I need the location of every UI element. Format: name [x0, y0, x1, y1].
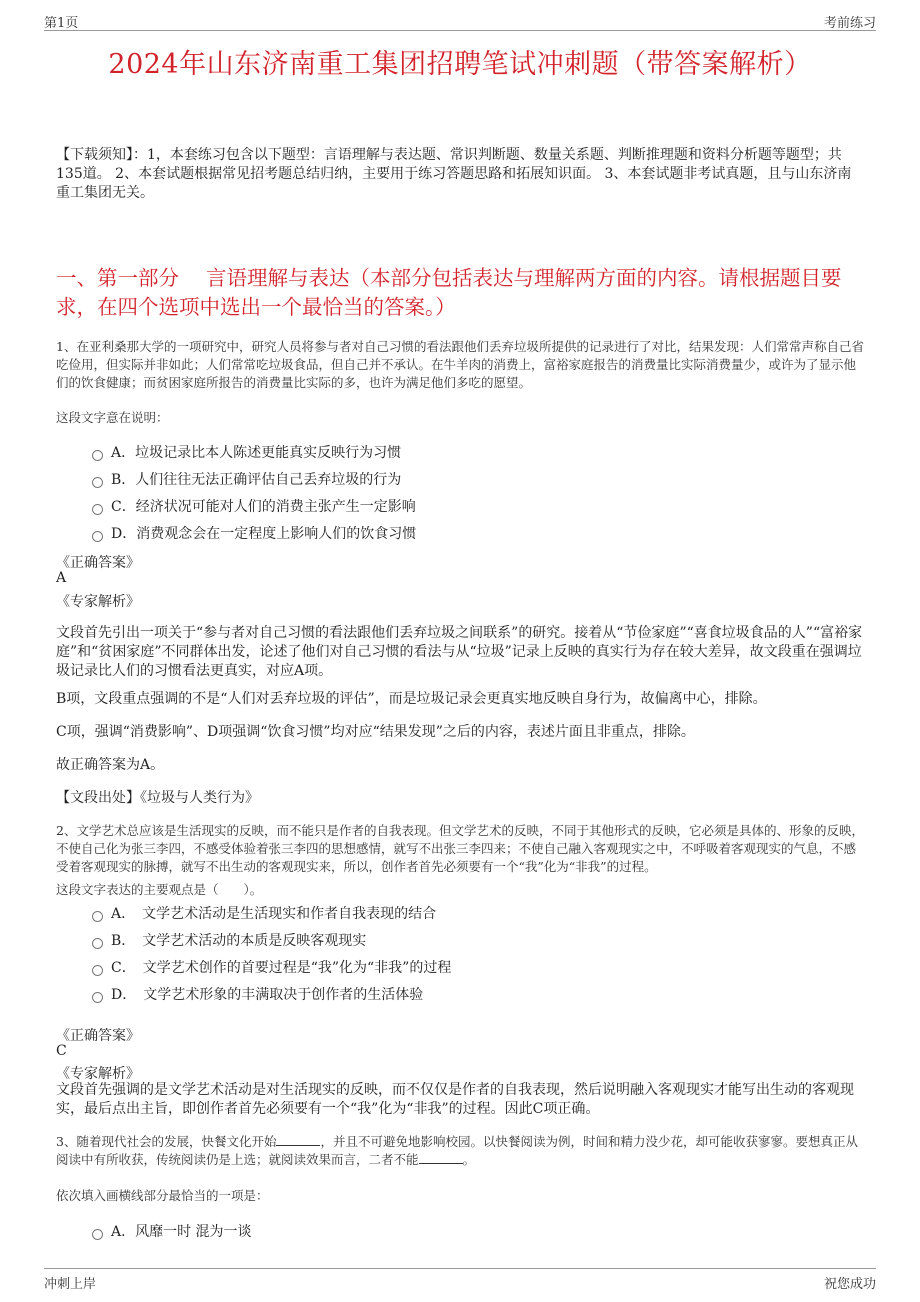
question-3-prompt: 依次填入画横线部分最恰当的一项是：	[56, 1188, 269, 1203]
download-notice: 【下载须知】：1，本套练习包含以下题型：言语理解与表达题、常识判断题、数量关系题、判断推理题和资料分析题等题型；共135道。 2、本套试题根据常见招考题总结归纳，主要用于练习答题思路和拓展知识面。 3、本套试题非考试真题，且与山东济南重工集团无关。	[56, 147, 852, 201]
radio-icon[interactable]	[92, 911, 103, 922]
footer-right-text: 祝您成功	[823, 1277, 876, 1292]
q1-analysis-paragraph: C项，强调“消费影响”、D项强调“饮食习惯”均对应“结果发现”之后的内容，表述片面且非重点，排除。	[56, 724, 695, 740]
q2-analysis-paragraph: 文段首先强调的是文学艺术活动是对生活现实的反映，而不仅仅是作者的自我表现，然后说明融入客观现实才能写出生动的客观现实，最后点出主旨，即创作者首先必须要有一个“我”化为“非我”的过程。因此C项正确。	[56, 1082, 854, 1117]
radio-icon[interactable]	[92, 531, 103, 542]
q1-analysis-paragraph: 文段首先引出一项关于“参与者对自己习惯的看法跟他们丢弃垃圾之间联系”的研究。接着从“节俭家庭”“喜食垃圾食品的人”“富裕家庭”和“贫困家庭”不同群体出发，论述了他们对自己习惯的看法与从“垃圾”记录上反映的真实行为存在较大差异，故文段重在强调垃圾记录比人们的习惯看法更真实，对应A项。	[56, 625, 863, 679]
q2-answer-label: 《正确答案》	[56, 1028, 140, 1044]
q1-analysis-paragraph: B项，文段重点强调的不是“人们对丢弃垃圾的评估”，而是垃圾记录会更真实地反映自身行为，故偏离中心，排除。	[56, 691, 767, 707]
fill-blank	[276, 1135, 320, 1146]
q1-option-b[interactable]: B．人们往往无法正确评估自己丢弃垃圾的行为	[92, 469, 401, 489]
radio-icon[interactable]	[92, 450, 103, 461]
page-footer	[44, 1268, 876, 1299]
q3-option-a[interactable]: A．风靡一时 混为一谈	[92, 1221, 252, 1241]
section-heading: 一、第一部分 言语理解与表达（本部分包括表达与理解两方面的内容。请根据题目要求，在四个选项中选出一个最恰当的答案。）	[56, 266, 842, 319]
header-tag: 考前练习	[823, 16, 876, 31]
page-number: 第1页	[44, 16, 79, 31]
radio-icon[interactable]	[92, 938, 103, 949]
radio-icon[interactable]	[92, 477, 103, 488]
q2-option-d[interactable]: D． 文学艺术形象的丰满取决于创作者的生活体验	[92, 984, 423, 1004]
page-header	[44, 0, 876, 31]
question-1-prompt: 这段文字意在说明：	[56, 410, 169, 425]
radio-icon[interactable]	[92, 965, 103, 976]
question-1-stem: 1、在亚利桑那大学的一项研究中，研究人员将参与者对自己习惯的看法跟他们丢弃垃圾所提供的记录进行了对比，结果发现：人们常常声称自己省吃俭用，但实际并非如此；人们常常吃垃圾食品，但自己并不承认。在牛羊肉的消费上，富裕家庭报告的消费量比实际消费量少，或许为了显示他们的饮食健康；而贫困家庭所报告的消费量比实际的多，也许为满足他们多吃的愿望。	[56, 339, 864, 390]
page-title: 2024年山东济南重工集团招聘笔试冲刺题（带答案解析）	[108, 49, 812, 80]
radio-icon[interactable]	[92, 992, 103, 1003]
q1-option-c[interactable]: C．经济状况可能对人们的消费主张产生一定影响	[92, 496, 416, 516]
fill-blank	[419, 1153, 463, 1164]
q1-analysis-paragraph: 故正确答案为A。	[56, 757, 165, 773]
q1-source: 【文段出处】《垃圾与人类行为》	[56, 790, 259, 806]
q1-analysis-label: 《专家解析》	[56, 594, 140, 610]
q2-option-c[interactable]: C． 文学艺术创作的首要过程是“我”化为“非我”的过程	[92, 957, 451, 977]
question-2-prompt: 这段文字表达的主要观点是（ ）。	[56, 882, 263, 897]
q2-option-b[interactable]: B． 文学艺术活动的本质是反映客观现实	[92, 930, 366, 950]
q2-option-a[interactable]: A． 文学艺术活动是生活现实和作者自我表现的结合	[92, 903, 436, 923]
q1-option-d[interactable]: D．消费观念会在一定程度上影响人们的饮食习惯	[92, 523, 416, 543]
footer-left-text: 冲刺上岸	[44, 1277, 97, 1292]
question-3-stem: 3、随着现代社会的发展，快餐文化开始 ，并且不可避免地影响校园。以快餐阅读为例，时间和精力没少花，却可能收获寥寥。要想真正从阅读中有所收获，传统阅读仍是上选；就阅读效果而言，二者不能 。	[56, 1134, 858, 1167]
q1-answer-label: 《正确答案》	[56, 555, 140, 571]
q1-answer: A	[56, 570, 67, 586]
radio-icon[interactable]	[92, 1229, 103, 1240]
radio-icon[interactable]	[92, 504, 103, 515]
q2-analysis-label: 《专家解析》	[56, 1066, 140, 1082]
question-2-stem: 2、文学艺术总应该是生活现实的反映，而不能只是作者的自我表现。但文学艺术的反映，不同于其他形式的反映，它必须是具体的、形象的反映，不使自己化为张三李四，不感受体验着张三李四的思想感情，就写不出张三李四来；不使自己融入客观现实之中，不呼吸着客观现实的气息，不感受着客观现实的脉搏，就写不出生动的客观现实来，所以，创作者首先必须要有一个“我”化为“非我”的过程。	[56, 823, 864, 874]
q1-option-a[interactable]: A．垃圾记录比本人陈述更能真实反映行为习惯	[92, 442, 401, 462]
q2-answer: C	[56, 1043, 67, 1059]
